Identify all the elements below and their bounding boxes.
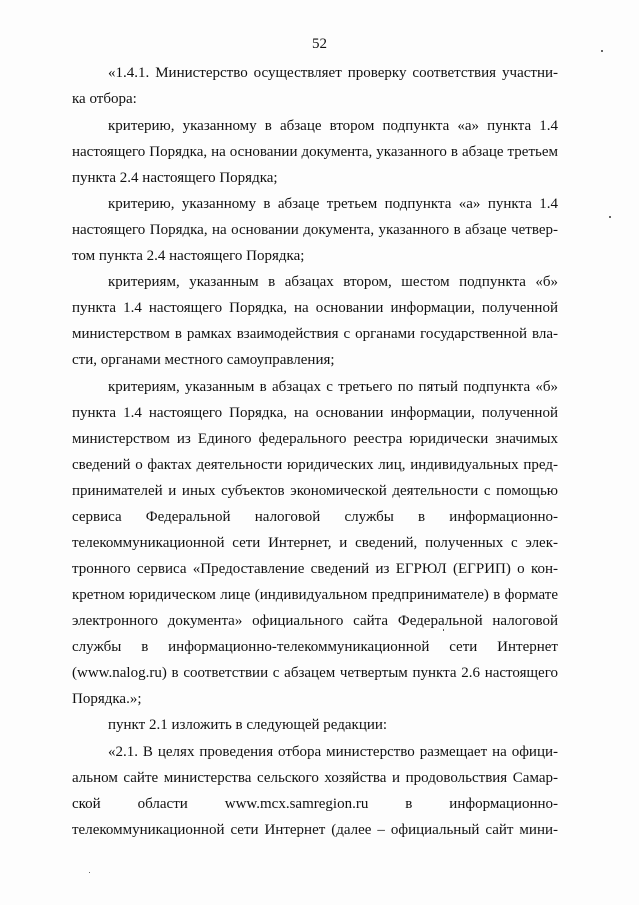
text-line: пункта 1.4 настоящего Порядка, на основании информации, полученной <box>72 405 558 421</box>
scan-speck <box>443 629 444 631</box>
text-line: пункта 2.4 настоящего Порядка; <box>72 170 278 186</box>
text-line: принимателей и иных субъектов экономической деятельности с помощью <box>72 483 558 499</box>
text-line: министерством в рамках взаимодействия с органами государственной вла- <box>72 326 558 342</box>
text-line: настоящего Порядка, на основании документа, указанного в абзаце третьем <box>72 144 558 160</box>
text-line: министерством из Единого федерального реестра юридически значимых <box>72 431 558 447</box>
text-line: сти, органами местного самоуправления; <box>72 352 335 368</box>
text-line: тронного сервиса «Предоставление сведений из ЕГРЮЛ (ЕГРИП) о кон- <box>72 561 558 577</box>
text-line: критериям, указанным в абзацах с третьего по пятый подпункта «б» <box>108 379 558 395</box>
text-line: «2.1. В целях проведения отбора министерство размещает на офици- <box>108 744 558 760</box>
text-line: электронного документа» официального сайта Федеральной налоговой <box>72 613 558 629</box>
text-line: (www.nalog.ru) в соответствии с абзацем четвертым пункта 2.6 настоящего <box>72 665 558 681</box>
text-line: пункт 2.1 изложить в следующей редакции: <box>108 717 388 733</box>
text-line: ской области www.mcx.samregion.ru в информационно- <box>72 796 558 812</box>
text-line: Порядка.»; <box>72 691 142 707</box>
text-line: телекоммуникационной сети Интернет (далее – официальный сайт мини- <box>72 822 558 838</box>
page-number: 52 <box>312 36 327 52</box>
text-line: пункта 1.4 настоящего Порядка, на основании информации, полученной <box>72 300 558 316</box>
text-line: критерию, указанному в абзаце втором подпункта «а» пункта 1.4 <box>108 118 558 134</box>
text-line: критерию, указанному в абзаце третьем подпункта «а» пункта 1.4 <box>108 196 558 212</box>
text-line: службы в информационно-телекоммуникационной сети Интернет <box>72 639 558 655</box>
text-line: альном сайте министерства сельского хозяйства и продовольствия Самар- <box>72 770 558 786</box>
text-line: настоящего Порядка, на основании документа, указанного в абзаце четвер- <box>72 222 558 238</box>
scan-speck <box>609 216 611 218</box>
text-line: том пункта 2.4 настоящего Порядка; <box>72 248 305 264</box>
text-line: критериям, указанным в абзацах втором, шестом подпункта «б» <box>108 274 558 290</box>
text-line: кретном юридическом лице (индивидуальном предпринимателе) в формате <box>72 587 558 603</box>
text-line: ка отбора: <box>72 91 137 107</box>
text-line: сервиса Федеральной налоговой службы в информационно- <box>72 509 558 525</box>
text-line: сведений о фактах деятельности юридических лиц, индивидуальных пред- <box>72 457 558 473</box>
scan-speck <box>601 50 603 52</box>
text-line: «1.4.1. Министерство осуществляет проверку соответствия участни- <box>108 65 558 81</box>
text-line: телекоммуникационной сети Интернет, и сведений, полученных с элек- <box>72 535 558 551</box>
scan-speck <box>89 872 90 873</box>
